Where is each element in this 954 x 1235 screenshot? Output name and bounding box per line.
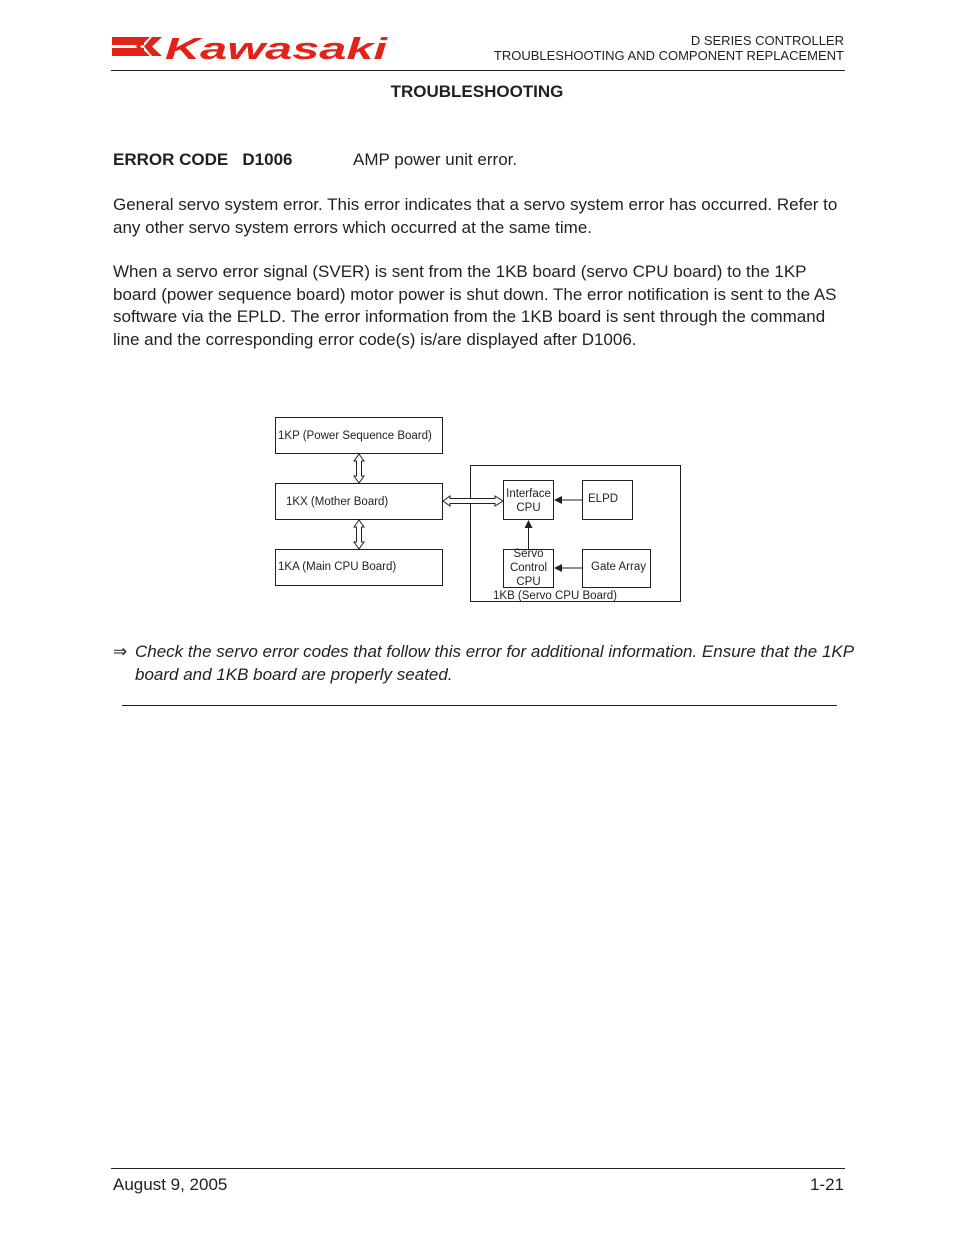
interface-label: Interface — [506, 488, 551, 500]
kawasaki-river-mark-icon — [112, 37, 162, 56]
header-divider — [111, 70, 845, 71]
elpd-label: ELPD — [588, 493, 619, 505]
note-divider — [122, 705, 837, 706]
kawasaki-wordmark: Kawasaki — [165, 31, 390, 66]
kx-board-label: 1KX (Mother Board) — [286, 496, 389, 508]
header-doc-subtitle: TROUBLESHOOTING AND COMPONENT REPLACEMENT — [493, 48, 844, 63]
note-arrow-icon: ⇒ — [113, 642, 128, 661]
interface-cpu-label: CPU — [516, 502, 541, 514]
ka-board-label: 1KA (Main CPU Board) — [278, 561, 397, 573]
error-description: AMP power unit error. — [353, 150, 518, 169]
footer-date: August 9, 2005 — [113, 1175, 228, 1194]
servo-label: Servo — [513, 548, 544, 560]
servo-block-diagram — [270, 412, 690, 608]
kp-board-label: 1KP (Power Sequence Board) — [278, 430, 432, 442]
section-title: TROUBLESHOOTING — [390, 82, 564, 101]
paragraph-general: General servo system error. This error indicates that a servo system error has occurred. Refer to any other servo system errors which occurred at the same time. — [113, 195, 838, 237]
kp-kx-connector-arrow — [354, 454, 364, 483]
error-code-label: ERROR CODE D1006 — [113, 150, 293, 169]
kb-board-box — [471, 466, 681, 602]
header-doc-title: D SERIES CONTROLLER — [690, 33, 844, 48]
footer-divider — [111, 1168, 845, 1169]
kx-interface-connector-arrow — [443, 496, 503, 506]
footer-page-number: 1-21 — [809, 1175, 844, 1194]
note-text: Check the servo error codes that follow this error for additional information. Ensure that the 1KP board and 1KB board are properly seated. — [135, 642, 854, 684]
kx-ka-connector-arrow — [354, 520, 364, 549]
kb-board-label: 1KB (Servo CPU Board) — [493, 590, 617, 602]
paragraph-sver: When a servo error signal (SVER) is sent from the 1KB board (servo CPU board) to the 1KP board (power sequence board) motor power is shut down. The error notification is sent to the AS software via the EPLD. The error information from the 1KB board is sent through the command line and the corresponding error code(s) is/are displayed after D1006. — [113, 262, 837, 349]
servo-cpu-label: CPU — [516, 576, 541, 588]
gate-array-label: Gate Array — [591, 561, 646, 573]
servo-control-label: Control — [509, 562, 548, 574]
kawasaki-logo — [110, 30, 390, 66]
